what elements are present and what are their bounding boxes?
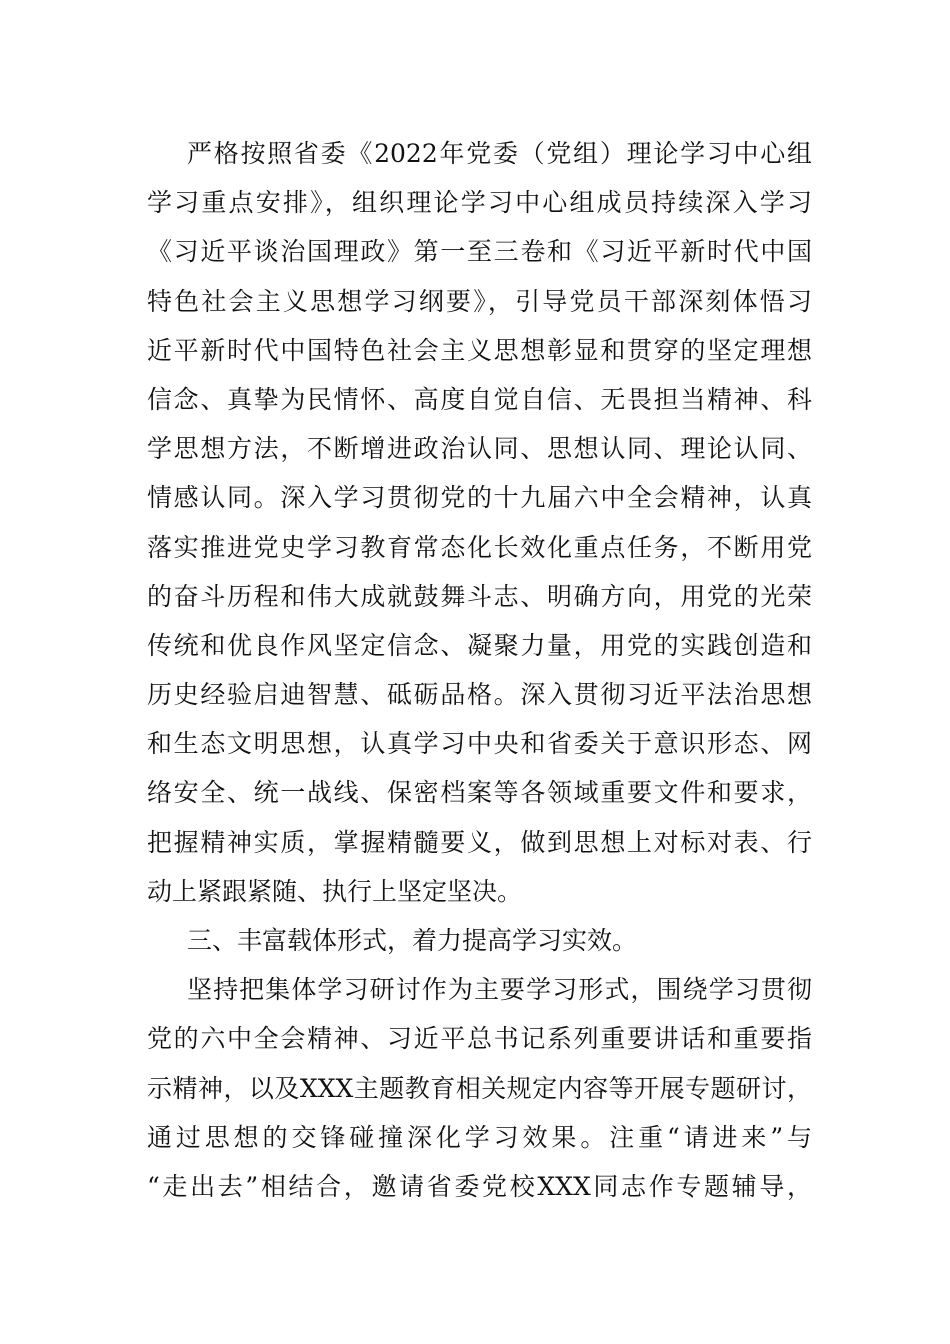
text-line: 严格按照省委《2022年党委（党组）理论学习中心组: [187, 139, 812, 168]
text-line: 把握精神实质，掌握精髓要义，做到思想上对标对表、行: [147, 827, 812, 857]
text-line: 传统和优良作风坚定信念、凝聚力量，用党的实践创造和: [147, 630, 812, 660]
section-heading-text: 三、丰富载体形式，着力提高学习实效。: [187, 926, 638, 955]
text-line: 党的六中全会精神、习近平总书记系列重要讲话和重要指: [147, 1024, 812, 1054]
text-line: 坚持把集体学习研讨作为主要学习形式，围绕学习贯彻: [187, 975, 812, 1005]
text-line: 通过思想的交锋碰撞深化学习效果。注重“请进来”与: [147, 1122, 812, 1152]
text-line: 落实推进党史学习教育常态化长效化重点任务，不断用党: [147, 532, 812, 562]
text-line: 络安全、统一战线、保密档案等各领域重要文件和要求，: [147, 778, 812, 808]
text-line: “走出去”相结合，邀请省委党校XXX同志作专题辅导，: [147, 1171, 812, 1201]
text-line: 学习重点安排》，组织理论学习中心组成员持续深入学习: [147, 188, 812, 218]
text-line: 示精神，以及XXX主题教育相关规定内容等开展专题研讨，: [147, 1073, 812, 1103]
paragraph-collective-study: [147, 965, 812, 1211]
text-line: 信念、真挚为民情怀、高度自觉自信、无畏担当精神、科: [147, 384, 812, 414]
text-line: 动上紧跟紧随、执行上坚定坚决。: [147, 876, 523, 906]
paragraph-study-arrangement: [147, 129, 812, 916]
text-line: 学思想方法，不断增进政治认同、思想认同、理论认同、: [147, 434, 812, 464]
text-line: 历史经验启迪智慧、砥砺品格。深入贯彻习近平法治思想: [147, 680, 812, 710]
text-line: 情感认同。深入学习贯彻党的十九届六中全会精神，认真: [147, 483, 812, 513]
text-line: 和生态文明思想，认真学习中央和省委关于意识形态、网: [147, 729, 812, 759]
document-body: [147, 129, 812, 1211]
text-line: 《习近平谈治国理政》第一至三卷和《习近平新时代中国: [147, 237, 812, 267]
text-line: 特色社会主义思想学习纲要》，引导党员干部深刻体悟习: [147, 286, 812, 316]
text-line: 近平新时代中国特色社会主义思想彰显和贯穿的坚定理想: [147, 335, 812, 365]
section-heading-3: [147, 916, 812, 965]
text-line: 的奋斗历程和伟大成就鼓舞斗志、明确方向，用党的光荣: [147, 581, 812, 611]
